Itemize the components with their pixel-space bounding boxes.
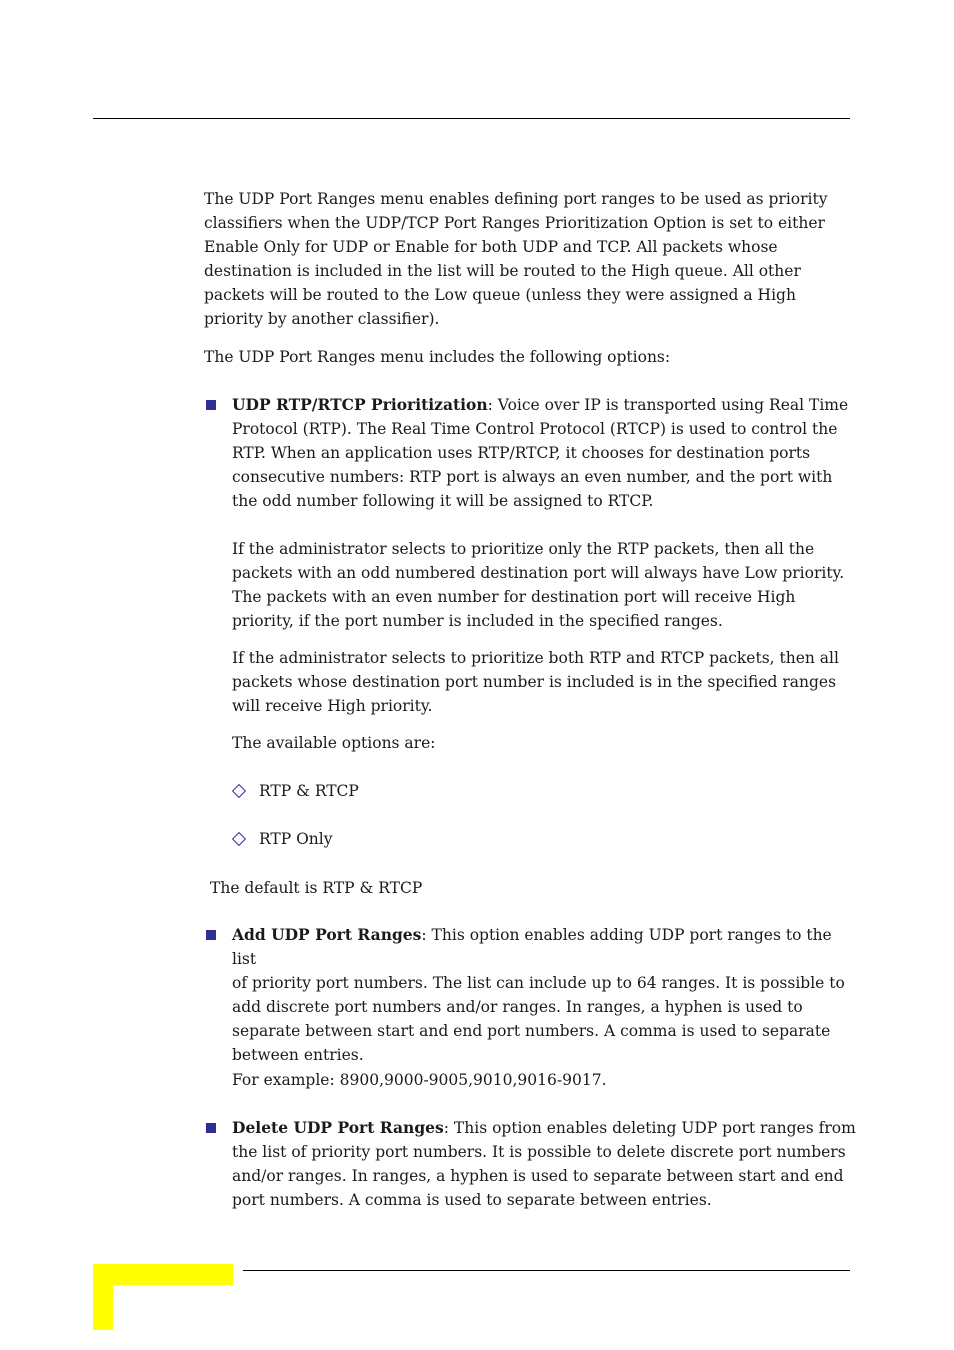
header-rule (93, 118, 850, 119)
add-desc-text: : This option enables adding UDP port ranges to the list of priority port numbers. The list can include up to 64 ranges. It is possible to add discrete port numbers and/or ranges. In ranges, a hyphen is used to separate between start and end port numbers. A comma is used to separate between entries. (232, 926, 845, 1064)
intro-paragraph: The UDP Port Ranges menu enables defining port ranges to be used as priority classifiers when the UDP/TCP Port Ranges Prioritization Option is set to either Enable Only for UDP or Enable for both UDP and TCP. All packets whose destination is included in the list will be routed to the High queue. All other packets will be routed to the Low queue (unless they were assigned a High priority by another classifier). (204, 190, 828, 328)
delete-description (232, 1116, 857, 1212)
add-term: Add UDP Port Ranges (232, 925, 422, 944)
square-bullet-icon (206, 930, 216, 940)
rtp-term: UDP RTP/RTCP Prioritization (232, 395, 488, 414)
footer-yellow-block (93, 1264, 233, 1285)
delete-desc-text: : This option enables deleting UDP port ranges from the list of priority port numbers. It is possible to delete discrete port numbers and/or ranges. In ranges, a hyphen is used to separate between start and end port numbers. A comma is used to separate between entries. (232, 1119, 856, 1209)
add-example: For example: 8900,9000-9005,9010,9016-9017. (232, 1071, 607, 1089)
rtp-desc-text: : Voice over IP is transported using Real Time Protocol (RTP). The Real Time Control Protocol (RTCP) is used to control the RTP. When an application uses RTP/RTCP, it chooses for destination ports consecutive numbers: RTP port is always an even number, and the port with the odd number following it will be assigned to RTCP. (232, 396, 849, 510)
footer-rule (243, 1270, 850, 1271)
rtp-paragraph-3: If the administrator selects to prioritize both RTP and RTCP packets, then all packets whose destination port number is included is in the specified ranges will receive High priority. (232, 649, 839, 715)
footer-yellow-bar (93, 1264, 113, 1330)
default-line: The default is RTP & RTCP (210, 879, 423, 897)
rtp-description (232, 393, 857, 513)
option-rtp-only: RTP Only (259, 830, 333, 848)
rtp-paragraph-2: If the administrator selects to prioritize only the RTP packets, then all the packets with an odd numbered destination port will always have Low priority. The packets with an even number for destination port will receive High priority, if the port number is included in the specified ranges. (232, 540, 845, 630)
add-description (232, 923, 857, 1067)
diamond-bullet-icon (232, 784, 246, 798)
available-options-line: The available options are: (232, 734, 436, 752)
option-rtp-rtcp: RTP & RTCP (259, 782, 359, 800)
square-bullet-icon (206, 1123, 216, 1133)
includes-line: The UDP Port Ranges menu includes the following options: (204, 348, 671, 366)
diamond-bullet-icon (232, 832, 246, 846)
square-bullet-icon (206, 400, 216, 410)
delete-term: Delete UDP Port Ranges (232, 1118, 444, 1137)
